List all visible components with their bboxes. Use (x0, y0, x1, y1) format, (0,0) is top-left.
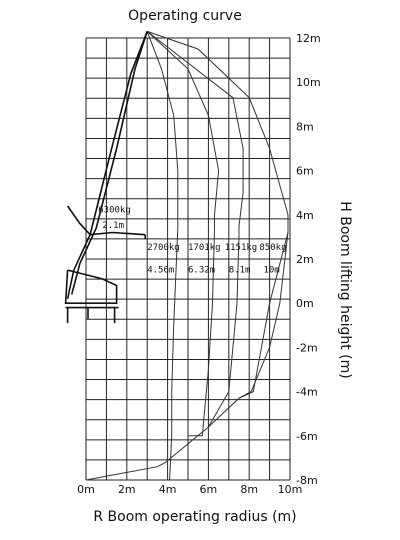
capacity-label: 850kg (259, 243, 287, 254)
capacity-label: 10m (263, 265, 280, 276)
capacity-label: 4.56m (147, 265, 175, 276)
x-tick-label: 6m (199, 483, 218, 496)
series-line-9 (239, 233, 288, 399)
x-tick-label: 2m (117, 483, 136, 496)
series-line-4 (147, 31, 288, 232)
y-tick-label: -4m (296, 385, 318, 399)
capacity-label: 8.1m (228, 265, 251, 276)
y-tick-label: 12m (296, 32, 321, 45)
capacity-label: 1701kg (188, 243, 221, 254)
capacity-label: 6.32m (188, 265, 216, 276)
series-line-8 (208, 235, 239, 427)
series-line-2 (147, 31, 218, 230)
x-axis-label: R Boom operating radius (m) (93, 509, 297, 525)
y-tick-label: 8m (296, 120, 314, 134)
x-tick-label: 8m (240, 483, 259, 496)
y-tick-label: 0m (296, 297, 314, 311)
capacity-label: 1151kg (224, 243, 258, 254)
x-tick-label: 4m (158, 483, 177, 496)
x-tick-label: 0m (77, 483, 95, 496)
chart-title: Operating curve (128, 8, 242, 24)
capacity-label: 6300kg (98, 205, 131, 216)
y-tick-label: 2m (296, 253, 314, 266)
capacity-label: 2700kg (147, 243, 180, 254)
y-axis-label: H Boom lifting height (m) (337, 201, 353, 379)
crane-boom-edge (72, 31, 148, 294)
series-line-5 (86, 233, 288, 481)
y-tick-label: 6m (296, 164, 314, 178)
y-tick-label: -2m (296, 341, 318, 355)
y-tick-label: -6m (296, 429, 318, 443)
y-tick-label: 4m (296, 208, 314, 222)
grid (86, 38, 290, 480)
series-line-7 (188, 230, 215, 435)
capacity-label: 2.1m (102, 221, 125, 232)
x-tick-label: 10m (277, 483, 303, 496)
y-tick-label: 10m (296, 76, 321, 90)
y-tick-label: -8m (296, 474, 318, 487)
